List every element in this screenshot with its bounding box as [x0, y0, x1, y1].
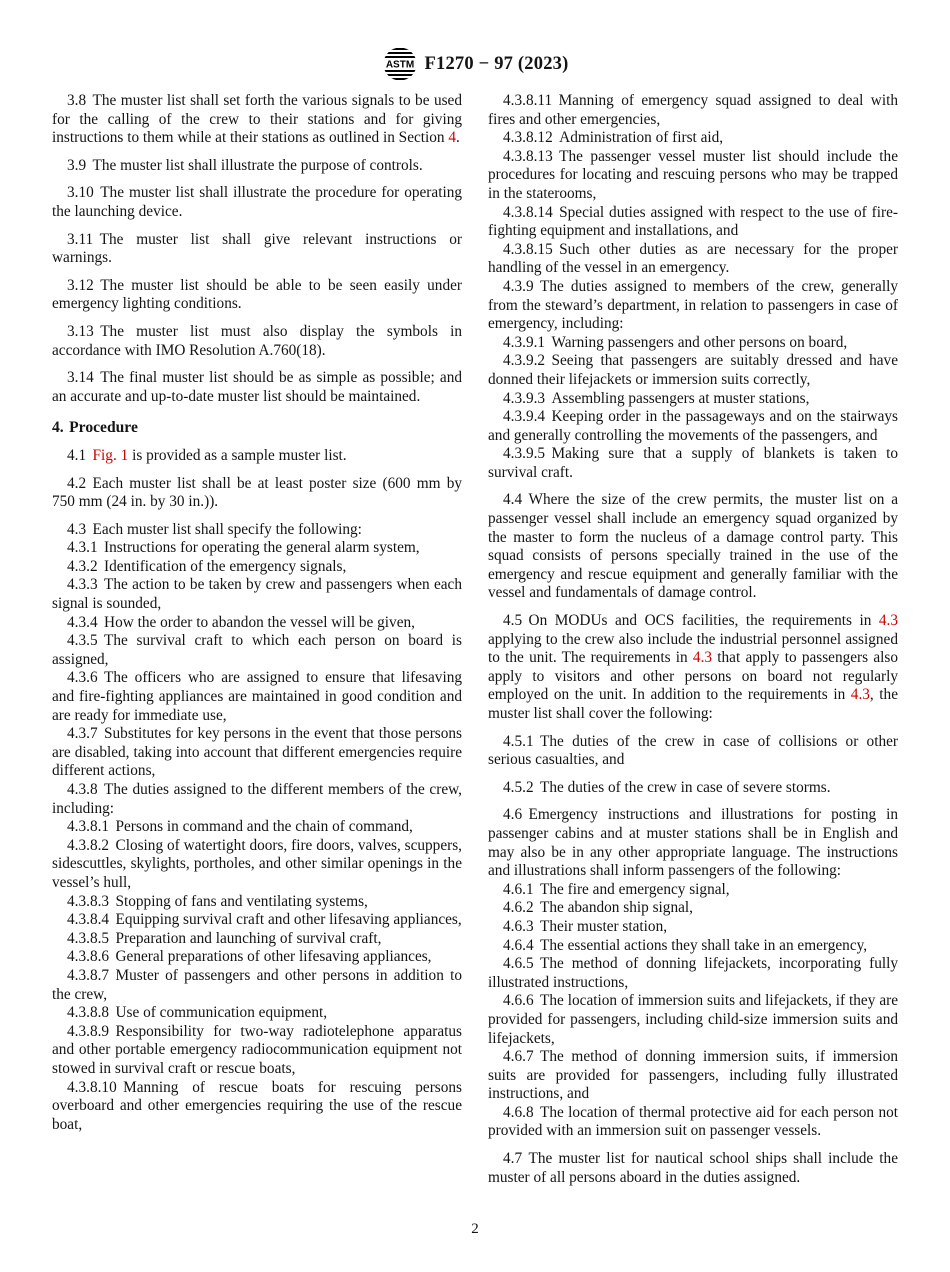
- paragraph-4.3.8.3: [52, 893, 462, 912]
- text-run: that apply to passengers also apply to visitors and other persons on board not regularly employed on the unit. In addition to the requirements in: [488, 649, 898, 704]
- paragraph-number: 4.3.7: [67, 725, 98, 743]
- paragraph-3.14: [52, 369, 462, 406]
- paragraph-4.4: [488, 491, 898, 603]
- text-run: The action to be taken by crew and passengers when each signal is sounded,: [52, 576, 462, 613]
- paragraph-4.3.9.2: [488, 352, 898, 389]
- text-run: Their muster station,: [540, 917, 668, 935]
- paragraph-number: 4.3.8.11: [503, 92, 553, 109]
- page-number: 2: [471, 1221, 479, 1237]
- paragraph-number: 3.13: [67, 322, 94, 340]
- paragraph-number: 4.6.4: [503, 936, 534, 954]
- text-run: applying to the crew also include the industrial personnel assigned to the unit. The requirements in: [488, 630, 898, 667]
- paragraph-number: 4.6.5: [503, 955, 534, 973]
- paragraph-4.6.5: [488, 955, 898, 992]
- paragraph-number: 4.3.9.4: [503, 408, 546, 426]
- paragraph-4.2: [52, 475, 462, 512]
- paragraph-number: 4.5.1: [503, 732, 534, 750]
- paragraph-4.3.8.15: [488, 241, 898, 278]
- text-run: The essential actions they shall take in an emergency,: [540, 936, 868, 954]
- text-run: The duties assigned to members of the crew, generally from the steward’s department, in relation to passengers in case of emergency, including:: [488, 277, 898, 333]
- right-column: [488, 92, 898, 1187]
- paragraph-number: 4.3.4: [67, 613, 98, 631]
- paragraph-number: 4.3.8.6: [67, 948, 110, 966]
- paragraph-number: 4.3.8.7: [67, 966, 110, 984]
- paragraph-4.3.9.3: [488, 390, 898, 409]
- paragraph-4.3.8.14: [488, 204, 898, 241]
- text-run: Identification of the emergency signals,: [104, 557, 347, 575]
- paragraph-4.3.8.12: [488, 129, 898, 148]
- page-header: [0, 46, 950, 82]
- left-column: [52, 92, 462, 1187]
- paragraph-4.3.8.10: [52, 1079, 462, 1135]
- text-run: Responsibility for two-way radiotelephone apparatus and other portable emergency radiocommunication equipment not stowed in survival craft or rescue boats,: [52, 1022, 462, 1077]
- text-run: Closing of watertight doors, fire doors, valves, scuppers, sidescuttles, skylights, portholes, and other similar openings in the vessel’s hull,: [52, 836, 462, 891]
- paragraph-number: 4.3.6: [67, 669, 98, 687]
- text-run: Making sure that a supply of blankets is taken to survival craft.: [488, 445, 898, 481]
- paragraph-3.8: [52, 92, 462, 148]
- paragraph-4.3.7: [52, 725, 462, 781]
- text-run: Manning of emergency squad assigned to deal with fires and other emergencies,: [488, 92, 898, 128]
- paragraph-4.6.6: [488, 992, 898, 1048]
- paragraph-3.13: [52, 323, 462, 360]
- text-run: The location of immersion suits and lifejackets, if they are provided for passengers, including child-size immersion suits and lifejackets,: [488, 992, 898, 1047]
- paragraph-4.6.4: [488, 937, 898, 956]
- text-run: Preparation and launching of survival craft,: [115, 929, 382, 947]
- text-run: The final muster list should be as simple as possible; and an accurate and up-to-date muster list should be maintained.: [52, 369, 462, 405]
- paragraph-number: 4.3.9.2: [503, 352, 546, 370]
- paragraph-4.5.2: [488, 779, 898, 798]
- paragraph-number: 4.6: [503, 806, 523, 824]
- paragraph-number: 3.14: [67, 369, 94, 387]
- paragraph-number: 4.5: [503, 612, 523, 630]
- text-run: The location of thermal protective aid for each person not provided with an immersion suit on passenger vessels.: [488, 1103, 898, 1140]
- paragraph-4.5.1: [488, 733, 898, 770]
- paragraph-number: 4.1: [67, 446, 87, 464]
- text-run: The fire and emergency signal,: [540, 880, 730, 898]
- paragraph-number: 4.3: [67, 520, 87, 538]
- paragraph-4.3.2: [52, 558, 462, 577]
- paragraph-4.3.6: [52, 669, 462, 725]
- cross-reference-link[interactable]: 4.3: [850, 686, 870, 704]
- text-run: Persons in command and the chain of command,: [115, 818, 413, 836]
- text-run: The muster list should be able to be seen easily under emergency lighting conditions.: [52, 276, 462, 313]
- text-run: Use of communication equipment,: [115, 1004, 328, 1022]
- text-run: The muster list shall illustrate the purpose of controls.: [92, 156, 423, 174]
- text-run: , the muster list shall cover the following:: [488, 686, 898, 722]
- text-run: Substitutes for key persons in the event that those persons are disabled, taking into account that different emergencies require different actions,: [52, 725, 462, 780]
- paragraph-number: 4.3.8.3: [67, 892, 110, 910]
- text-run: The survival craft to which each person on board is assigned,: [52, 632, 462, 668]
- paragraph-3.10: [52, 184, 462, 221]
- text-run: Stopping of fans and ventilating systems,: [115, 892, 368, 910]
- paragraph-4.3.8.8: [52, 1004, 462, 1023]
- paragraph-number: 4.6.3: [503, 917, 534, 935]
- text-run: Procedure: [69, 419, 138, 437]
- paragraph-number: 4.3.3: [67, 576, 98, 594]
- paragraph-3.9: [52, 157, 462, 176]
- paragraph-4.3.4: [52, 614, 462, 633]
- paragraph-4.3.8.11: [488, 92, 898, 129]
- paragraph-4.6: [488, 806, 898, 880]
- text-run: is provided as a sample muster list.: [128, 446, 347, 464]
- paragraph-number: 4.: [52, 419, 64, 437]
- section-heading: [52, 419, 462, 438]
- paragraph-4.3.1: [52, 539, 462, 558]
- cross-reference-link[interactable]: 4.3: [692, 649, 713, 667]
- paragraph-number: 4.3.8.8: [67, 1004, 110, 1022]
- paragraph-4.6.3: [488, 918, 898, 937]
- page-body: [52, 92, 898, 1187]
- paragraph-4.6.1: [488, 881, 898, 900]
- page-footer: [0, 1221, 950, 1238]
- paragraph-number: 4.7: [503, 1150, 523, 1168]
- paragraph-number: 4.3.8.10: [67, 1078, 117, 1096]
- text-run: General preparations of other lifesaving appliances,: [115, 948, 432, 966]
- paragraph-number: 4.2: [67, 474, 87, 492]
- paragraph-4.3.9.5: [488, 445, 898, 482]
- paragraph-4.1: [52, 447, 462, 466]
- text-run: The muster list shall give relevant instructions or warnings.: [52, 230, 462, 267]
- paragraph-4.3.3: [52, 576, 462, 613]
- paragraph-number: 4.3.9.1: [503, 333, 546, 351]
- paragraph-number: 3.12: [67, 276, 94, 294]
- text-run: Each muster list shall specify the following:: [92, 520, 362, 538]
- paragraph-4.3.8.13: [488, 148, 898, 204]
- text-run: Warning passengers and other persons on board,: [551, 333, 848, 351]
- paragraph-number: 4.3.8.5: [67, 929, 110, 947]
- paragraph-number: 4.3.9.3: [503, 389, 546, 407]
- text-run: Where the size of the crew permits, the muster list on a passenger vessel shall include an emergency squad organized by the master to form the nucleus of a damage control party. This squad consists of persons specially trained in the use of the emergency and rescue equipment and generally familiar with the vessel and fundamentals of damage control.: [488, 491, 898, 602]
- paragraph-number: 4.3.8.9: [67, 1022, 110, 1040]
- text-run: Such other duties as are necessary for the proper handling of the vessel in an emergency.: [488, 240, 898, 277]
- paragraph-number: 4.6.6: [503, 992, 534, 1010]
- text-run: Emergency instructions and illustrations for posting in passenger cabins and at muster stations shall be in English and may also be in any other appropriate language. The instructions and illustrations shall inform passengers of the following:: [488, 806, 898, 880]
- paragraph-number: 4.3.2: [67, 557, 98, 575]
- paragraph-number: 3.8: [67, 92, 87, 109]
- paragraph-4.3.8.6: [52, 948, 462, 967]
- text-run: The muster list must also display the symbols in accordance with IMO Resolution A.760(18).: [52, 322, 462, 359]
- paragraph-4.3.8: [52, 781, 462, 818]
- paragraph-number: 4.3.5: [67, 632, 98, 650]
- cross-reference-link[interactable]: 4.3: [878, 612, 898, 630]
- paragraph-4.6.8: [488, 1104, 898, 1141]
- text-run: Instructions for operating the general alarm system,: [104, 539, 420, 557]
- paragraph-number: 4.3.8.13: [503, 147, 553, 165]
- text-run: Each muster list shall be at least poster size (600 mm by 750 mm (24 in. by 30 in.)).: [52, 474, 462, 511]
- paragraph-number: 4.3.8.12: [503, 129, 553, 147]
- paragraph-4.3.8.5: [52, 930, 462, 949]
- paragraph-number: 4.6.7: [503, 1048, 534, 1066]
- paragraph-number: 4.3.8.14: [503, 203, 553, 221]
- paragraph-4.3.5: [52, 632, 462, 669]
- paragraph-number: 4.4: [503, 491, 523, 509]
- text-run: How the order to abandon the vessel will be given,: [104, 613, 415, 631]
- text-run: The duties assigned to the different members of the crew, including:: [52, 781, 462, 817]
- cross-reference-link[interactable]: 4: [448, 129, 457, 147]
- text-run: The muster list for nautical school ships shall include the muster of all persons aboard in the duties assigned.: [488, 1150, 898, 1186]
- text-run: Administration of first aid,: [559, 129, 724, 147]
- paragraph-number: 4.3.8.1: [67, 818, 110, 836]
- astm-logo-icon: [382, 46, 418, 82]
- paragraph-number: 4.3.8: [67, 781, 98, 798]
- paragraph-4.3.8.7: [52, 967, 462, 1004]
- paragraph-number: 4.6.1: [503, 880, 534, 898]
- text-run: On MODUs and OCS facilities, the requirements in: [528, 612, 879, 630]
- astm-logo-text: ASTM: [385, 59, 414, 71]
- text-run: Equipping survival craft and other lifesaving appliances,: [115, 911, 462, 929]
- paragraph-4.5: [488, 612, 898, 724]
- document-designation: F1270 − 97 (2023): [424, 53, 569, 74]
- text-run: The officers who are assigned to ensure that lifesaving and fire-fighting appliances are maintained in good condition and are ready for immediate use,: [52, 669, 462, 724]
- paragraph-number: 3.9: [67, 156, 87, 174]
- text-run: The passenger vessel muster list should include the procedures for locating and rescuing persons who may be trapped in the staterooms,: [488, 147, 898, 202]
- text-run: The method of donning lifejackets, incorporating fully illustrated instructions,: [488, 955, 898, 991]
- paragraph-number: 4.3.9: [503, 277, 534, 295]
- paragraph-number: 4.3.8.15: [503, 240, 553, 258]
- paragraph-4.7: [488, 1150, 898, 1187]
- paragraph-4.3.8.2: [52, 837, 462, 893]
- paragraph-3.11: [52, 231, 462, 268]
- text-run: Manning of rescue boats for rescuing persons overboard and other emergencies requiring the use of the rescue boat,: [52, 1078, 462, 1133]
- text-run: Special duties assigned with respect to the use of fire-fighting equipment and installations, and: [488, 203, 898, 240]
- paragraph-4.3.9.1: [488, 334, 898, 353]
- paragraph-4.3.8.1: [52, 818, 462, 837]
- text-run: The duties of the crew in case of severe storms.: [540, 778, 831, 796]
- paragraph-4.3.8.9: [52, 1023, 462, 1079]
- text-run: The method of donning immersion suits, if immersion suits are provided for passengers, including fully illustrated instructions, and: [488, 1048, 898, 1103]
- text-run: The muster list shall set forth the various signals to be used for the calling of the crew to their stations and for giving instructions to them while at their stations as outlined in Section: [52, 92, 462, 147]
- paragraph-number: 4.5.2: [503, 778, 534, 796]
- paragraph-4.3: [52, 521, 462, 540]
- paragraph-number: 4.6.8: [503, 1103, 534, 1121]
- text-run: The abandon ship signal,: [540, 899, 693, 917]
- paragraph-number: 4.3.8.4: [67, 911, 110, 929]
- paragraph-4.3.8.4: [52, 911, 462, 930]
- paragraph-4.3.9.4: [488, 408, 898, 445]
- text-run: .: [456, 129, 460, 147]
- paragraph-4.3.9: [488, 278, 898, 334]
- paragraph-number: 4.3.1: [67, 539, 98, 557]
- paragraph-4.6.2: [488, 899, 898, 918]
- text-run: The duties of the crew in case of collisions or other serious casualties, and: [488, 732, 898, 769]
- paragraph-4.6.7: [488, 1048, 898, 1104]
- paragraph-number: 4.3.8.2: [67, 836, 110, 854]
- paragraph-number: 3.10: [67, 184, 94, 202]
- text-run: Assembling passengers at muster stations,: [551, 389, 810, 407]
- text-run: Keeping order in the passageways and on the stairways and generally controlling the movements of the passengers, and: [488, 408, 898, 444]
- text-run: The muster list shall illustrate the procedure for operating the launching device.: [52, 184, 462, 220]
- paragraph-3.12: [52, 277, 462, 314]
- text-run: Muster of passengers and other persons in addition to the crew,: [52, 966, 462, 1003]
- text-run: Seeing that passengers are suitably dressed and have donned their lifejackets or immersion suits correctly,: [488, 352, 898, 388]
- cross-reference-link[interactable]: Fig. 1: [92, 446, 129, 464]
- paragraph-number: 4.6.2: [503, 899, 534, 917]
- paragraph-number: 3.11: [67, 230, 94, 248]
- paragraph-number: 4.3.9.5: [503, 445, 546, 463]
